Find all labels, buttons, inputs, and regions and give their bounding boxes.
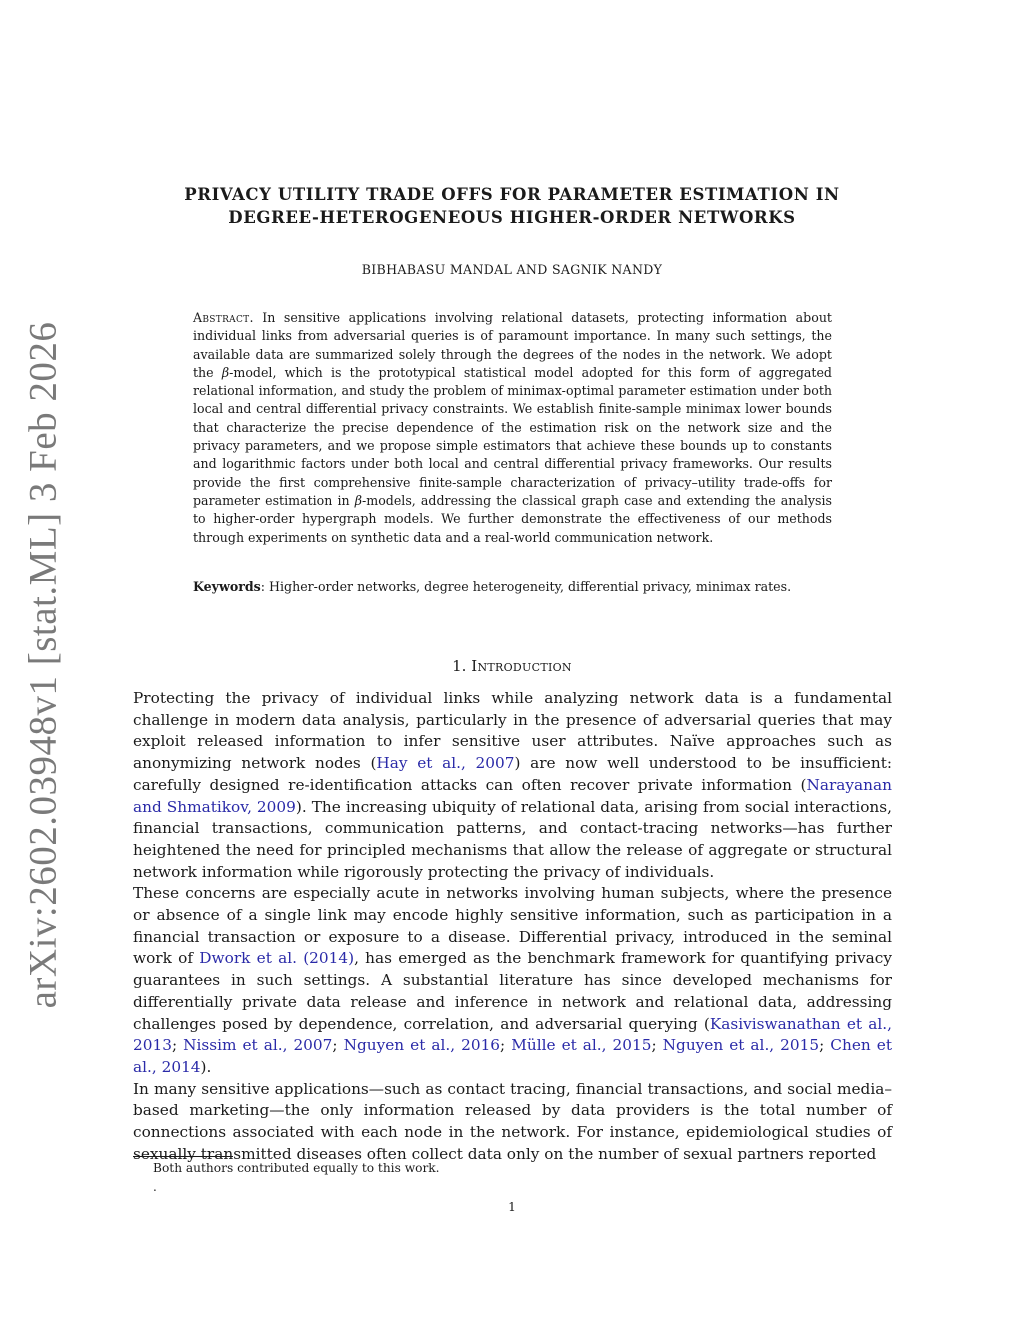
title-line-1: PRIVACY UTILITY TRADE OFFS FOR PARAMETER ESTIMATION IN [184,185,840,204]
abstract-text-1: In sensitive applications involving relational datasets, protecting information about individual links from adversarial queries is of paramount importance. In many such settings, the available data are summarized solely through the degrees of the nodes in the network. We adopt the [193,310,832,380]
footnote-mark: . [153,1180,157,1194]
paragraph-text: Protecting the privacy of individual links while analyzing network data is a fundamental challenge in modern data analysis, particularly in the presence of adversarial queries that may exploit released information to infer sensitive user attributes. Naïve approaches such as anonymizing network nodes ( [133,689,892,773]
citation-separator: ; [651,1036,663,1055]
introduction-body [133,688,892,1165]
paragraph-3 [133,1079,892,1166]
abstract-text-2: -model, which is the prototypical statistical model adopted for this form of aggregated relational information, and study the problem of minimax-optimal parameter estimation under both local and central differential privacy constraints. We establish finite-sample minimax lower bounds that characterize the precise dependence of the estimation risk on the network size and the privacy parameters, and we propose simple estimators that achieve these bounds up to constants and logarithmic factors under both local and central differential privacy frameworks. Our results provide the first comprehensive finite-sample characterization of privacy–utility trade-offs for parameter estimation in [193,364,832,508]
abstract [193,309,832,547]
citation-separator: ; [171,1036,184,1055]
citation-link[interactable]: Kasiviswanathan et al., 2013 [133,1014,892,1055]
authors: BIBHABASU MANDAL AND SAGNIK NANDY [361,262,663,277]
paragraph-text: ). The increasing ubiquity of relational data, arising from social interactions, financial transactions, communication patterns, and contact-tracing networks—has further heightened the need for principled mechanisms that allow the release of aggregate or structural network information while rigorously protecting the privacy of individuals. [133,797,892,881]
section-number: 1. [452,657,472,675]
page-number: 1 [508,1200,516,1214]
citation-link[interactable]: Nissim et al., 2007 [183,1036,333,1055]
beta-symbol: β [221,364,230,380]
citation-link[interactable]: Narayanan and Shmatikov, 2009 [133,775,892,816]
footnote-rule [133,1156,233,1157]
abstract-text-3: -models, addressing the classical graph case and extending the analysis to higher-order hypergraph models. We further demonstrate the effectiveness of our methods through experiments on synthetic data and a real-world communication network. [193,492,832,545]
paragraph-1 [133,688,892,883]
citation-link[interactable]: Dwork et al. (2014) [199,949,355,968]
paragraph-text: These concerns are especially acute in networks involving human subjects, where the presence or absence of a single link may encode highly sensitive information, such as participation in a financial transaction or exposure to a disease. Differential privacy, introduced in the seminal work of [133,884,892,968]
title-line-2: DEGREE-HETEROGENEOUS HIGHER-ORDER NETWORKS [228,208,796,227]
beta-symbol: β [354,492,363,508]
citation-link[interactable]: Hay et al., 2007 [376,754,515,773]
citation-separator: ; [500,1036,512,1055]
citation-link[interactable]: Nguyen et al., 2016 [343,1036,501,1055]
section-title: Introduction [471,657,572,675]
keywords [193,578,853,596]
paragraph-text: , has emerged as the benchmark framework for quantifying privacy guarantees in such settings. A substantial literature has since developed mechanisms for differentially private data release and inference in network and relational data, addressing challenges posed by dependence, correlation, and adversarial querying ( [133,949,892,1033]
keywords-text: : Higher-order networks, degree heterogeneity, differential privacy, minimax rates. [260,579,792,594]
keywords-label: Keywords [193,579,261,594]
paragraph-2 [133,883,892,1078]
section-heading [100,657,924,675]
paragraph-text: In many sensitive applications—such as contact tracing, financial transactions, and social media–based marketing—the only information released by data providers is the total number of connections associated with each node in the network. For instance, epidemiological studies of sexually transmitted diseases often collect data only on the number of sexual partners reported [133,1079,892,1163]
citation-separator: ; [332,1036,344,1055]
citation-link[interactable]: Mülle et al., 2015 [511,1036,652,1055]
paragraph-text: ) are now well understood to be insufficient: carefully designed re-identification attacks can often recover private information ( [133,754,892,794]
citation-link[interactable]: Nguyen et al., 2015 [662,1036,820,1055]
arxiv-identifier-stamp: arXiv:2602.03948v1 [stat.ML] 3 Feb 2026 [21,321,65,1009]
citation-separator: ; [819,1036,831,1055]
citation-link[interactable]: Chen et al., 2014 [133,1036,892,1076]
abstract-label: Abstract. [193,310,254,325]
footnote: Both authors contributed equally to this work. [153,1161,440,1175]
paper-title [100,183,924,229]
paragraph-text: ). [200,1057,212,1076]
